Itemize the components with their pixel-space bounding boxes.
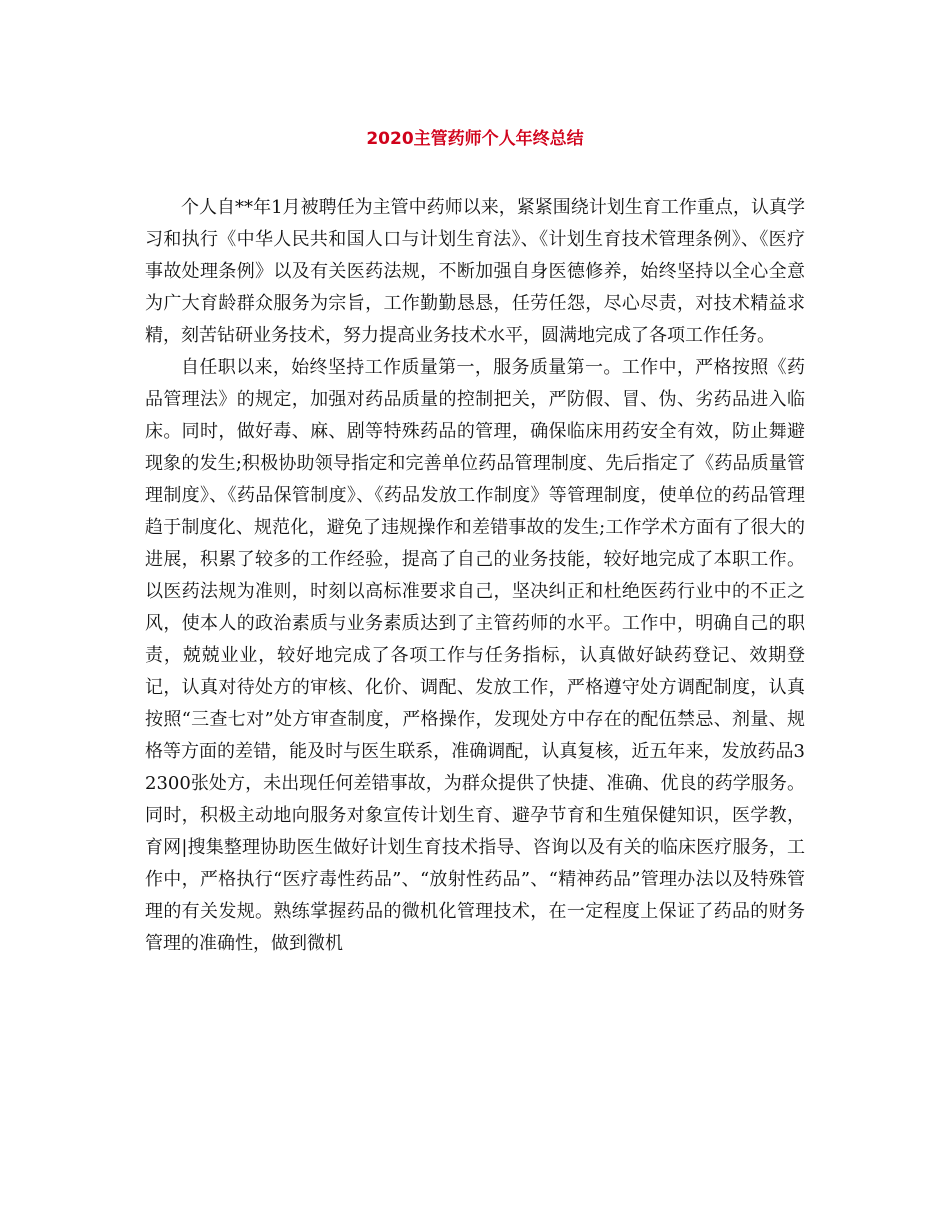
paragraph-2: 自任职以来，始终坚持工作质量第一，服务质量第一。工作中，严格按照《药品管理法》的规定，加强对药品质量的控制把关，严防假、冒、伪、劣药品进入临床。同时，做好毒、麻、剧等特殊药品的管理，确保临床用药安全有效，防止舞避现象的发生;积极协助领导指定和完善单位药品管理制度、先后指定了《药品质量管理制度》、《药品保管制度》、《药品发放工作制度》等管理制度，使单位的药品管理趋于制度化、规范化，避免了违规操作和差错事故的发生;工作学术方面有了很大的进展，积累了较多的工作经验，提高了自己的业务技能，较好地完成了本职工作。以医药法规为准则，时刻以高标准要求自己，坚决纠正和杜绝医药行业中的不正之风，使本人的政治素质与业务素质达到了主管药师的水平。工作中，明确自己的职责，兢兢业业，较好地完成了各项工作与任务指标，认真做好缺药登记、效期登记，认真对待处方的审核、化价、调配、发放工作，严格遵守处方调配制度，认真按照“三查七对”处方审查制度，严格操作，发现处方中存在的配伍禁忌、剂量、规格等方面的差错，能及时与医生联系，准确调配，认真复核，近五年来，发放药品32300张处方，未出现任何差错事故，为群众提供了快捷、准确、优良的药学服务。同时，积极主动地向服务对象宣传计划生育、避孕节育和生殖保健知识，医学教，育网|搜集整理协助医生做好计划生育技术指导、咨询以及有关的临床医疗服务，工作中，严格执行“医疗毒性药品”、“放射性药品”、“精神药品”管理办法以及特殊管理的有关发规。熟练掌握药品的微机化管理技术，在一定程度上保证了药品的财务管理的准确性，做到微机 bbox=[145, 357, 805, 954]
document-body bbox=[145, 192, 805, 960]
document-title: 2020主管药师个人年终总结 bbox=[366, 129, 584, 149]
paragraph-1: 个人自**年1月被聘任为主管中药师以来，紧紧围绕计划生育工作重点，认真学习和执行《中华人民共和国人口与计划生育法》、《计划生育技术管理条例》、《医疗事故处理条例》以及有关医药法规，不断加强自身医德修养，始终坚持以全心全意为广大育龄群众服务为宗旨，工作勤勤恳恳，任劳任怨，尽心尽责，对技术精益求精，刻苦钻研业务技术，努力提高业务技术水平，圆满地完成了各项工作任务。 bbox=[145, 197, 805, 346]
